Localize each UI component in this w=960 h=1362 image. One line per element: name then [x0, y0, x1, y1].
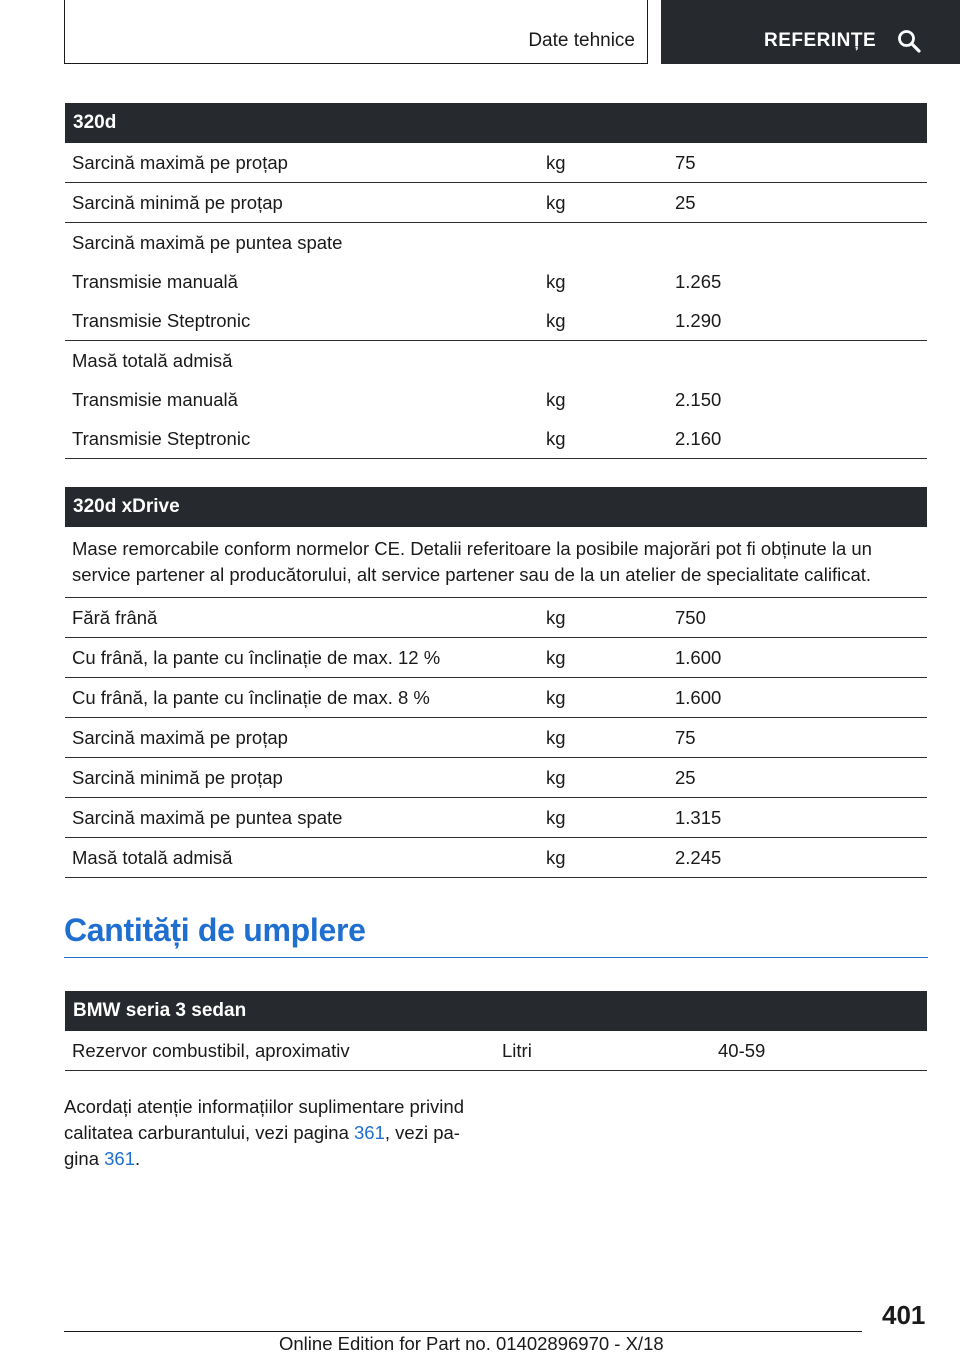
header-section-box [64, 0, 648, 64]
row-unit: kg [546, 310, 566, 331]
row-value: 1.265 [675, 271, 722, 292]
row-unit: kg [546, 428, 566, 449]
row-unit: kg [546, 192, 566, 213]
row-label: Sarcină maximă pe proțap [72, 727, 288, 748]
row-label: Cu frână, la pante cu înclinație de max. 12 % [72, 647, 441, 668]
row-unit: kg [546, 767, 566, 788]
table-title: BMW seria 3 sedan [65, 991, 927, 1031]
table-row [65, 838, 927, 878]
paragraph-text: , vezi pa-gina [64, 1122, 460, 1169]
table-row [65, 598, 927, 638]
row-unit: kg [546, 389, 566, 410]
row-value: 40-59 [718, 1040, 766, 1061]
paragraph-text: . [135, 1148, 141, 1169]
row-label: Transmisie manuală [72, 389, 238, 410]
row-value: 2.245 [675, 847, 722, 868]
page-link[interactable]: 361 [354, 1122, 385, 1143]
table-fill-quantities [65, 991, 927, 1071]
footer-divider [64, 1331, 862, 1332]
table-row [65, 758, 927, 798]
fuel-quality-note [64, 1094, 484, 1172]
group-title: Masă totală admisă [72, 350, 233, 371]
table-title: 320d xDrive [65, 487, 927, 527]
table-row-group [65, 223, 927, 341]
row-label: Sarcină minimă pe proțap [72, 767, 283, 788]
row-unit: kg [546, 152, 566, 173]
row-value: 1.315 [675, 807, 722, 828]
row-label: Sarcină maximă pe puntea spate [72, 807, 343, 828]
row-unit: kg [546, 807, 566, 828]
search-icon[interactable] [897, 29, 921, 53]
row-unit: kg [546, 687, 566, 708]
table-note-row [65, 527, 927, 598]
table-320d [65, 103, 927, 459]
row-value: 75 [675, 727, 696, 748]
row-value: 1.290 [675, 310, 722, 331]
group-title: Sarcină maximă pe puntea spate [72, 232, 343, 253]
row-value: 75 [675, 152, 696, 173]
row-label: Transmisie Steptronic [72, 310, 251, 331]
row-unit: kg [546, 607, 566, 628]
section-title: Cantități de umplere [64, 912, 366, 948]
row-label: Masă totală admisă [72, 847, 233, 868]
table-row [65, 638, 927, 678]
row-value: 1.600 [675, 687, 722, 708]
row-unit: kg [546, 647, 566, 668]
table-row [65, 678, 927, 718]
row-label: Sarcină maximă pe proțap [72, 152, 288, 173]
paragraph-text: Acordați atenție informațiilor suplimentare privind calitatea carburantului, vezi pagina [64, 1096, 464, 1143]
row-value: 2.150 [675, 389, 722, 410]
table-320d-xdrive [65, 487, 927, 878]
row-label: Fără frână [72, 607, 158, 628]
row-unit: kg [546, 271, 566, 292]
page-link[interactable]: 361 [104, 1148, 135, 1169]
header-tab-label: REFERINȚE [764, 30, 877, 51]
row-value: 1.600 [675, 647, 722, 668]
row-unit: kg [546, 847, 566, 868]
page-number: 401 [882, 1300, 926, 1330]
row-label: Transmisie Steptronic [72, 428, 251, 449]
table-row [65, 798, 927, 838]
table-row [65, 718, 927, 758]
table-row [65, 143, 927, 183]
row-unit: Litri [502, 1040, 532, 1061]
row-label: Rezervor combustibil, aproximativ [72, 1040, 350, 1061]
header-tab-references[interactable] [661, 0, 960, 64]
row-value: 25 [675, 192, 696, 213]
table-row-group [65, 341, 927, 459]
row-label: Transmisie manuală [72, 271, 238, 292]
row-label: Sarcină minimă pe proțap [72, 192, 283, 213]
table-note: Mase remorcabile conform normelor CE. Detalii referitoare la posibile majorări pot fi obținute la un service partener al producătorului, alt service partener sau de la un atelier de specialitate calificat. [72, 538, 872, 585]
table-row [65, 1031, 927, 1071]
header-section-label[interactable]: Date tehnice [528, 30, 635, 51]
footer-edition: Online Edition for Part no. 01402896970 - X/18 [279, 1333, 664, 1354]
table-title: 320d [65, 103, 927, 143]
row-label: Cu frână, la pante cu înclinație de max. 8 % [72, 687, 430, 708]
row-value: 2.160 [675, 428, 722, 449]
table-row [65, 183, 927, 223]
row-value: 25 [675, 767, 696, 788]
row-value: 750 [675, 607, 706, 628]
section-divider [64, 957, 928, 958]
row-unit: kg [546, 727, 566, 748]
